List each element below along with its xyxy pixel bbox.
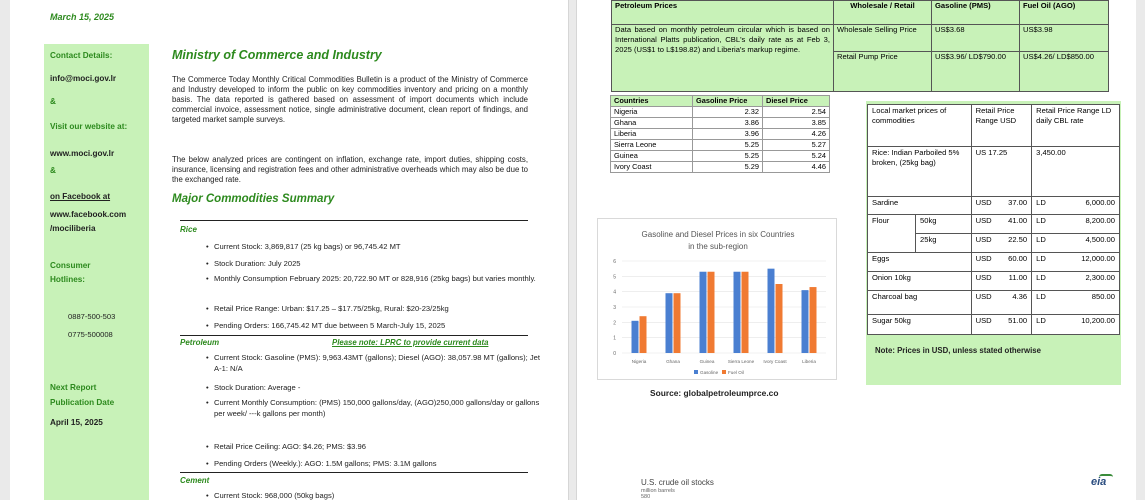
bar-gasoline — [734, 272, 741, 353]
table-cell: LD — [1032, 197, 1054, 215]
table-header: Fuel Oil (AGO) — [1020, 1, 1109, 25]
bulletin-date: March 15, 2025 — [50, 12, 115, 22]
y-tick-label: 3 — [613, 305, 616, 311]
y-tick-label: 1 — [613, 335, 616, 342]
list-item: • Current Monthly Consumption: (PMS) 150,000 gallons/day, (AGO)250,000 gallons/day or gallons per week/ ---k gallons per month) — [206, 398, 540, 418]
table-row — [868, 147, 1120, 197]
table-cell: LD — [1032, 253, 1054, 272]
list-item: • Current Stock: 968,000 (50kg bags) — [206, 491, 335, 500]
table-cell: Nigeria — [611, 107, 693, 118]
table-cell: 3,450.00 — [1032, 147, 1120, 197]
pricing-paragraph: The below analyzed prices are contingent on inflation, exchange rate, import duties, shipping costs, insurance, licensing and registration fees and other administrative overheads which may also be due to the exchanged rate. — [172, 155, 528, 184]
right-page — [576, 0, 1136, 500]
legend-swatch — [722, 370, 726, 374]
petroleum-prices-table — [611, 0, 1109, 92]
table-cell: 4,500.00 — [1054, 234, 1120, 253]
table-cell: 5.25 — [693, 140, 763, 151]
x-tick-label: Sierra Leone — [727, 359, 755, 364]
hotline-label-1: Consumer — [50, 261, 91, 270]
table-cell: US$3.96/ LD$790.00 — [932, 52, 1020, 92]
table-cell: US 17.25 — [971, 147, 1032, 197]
visit-label: Visit our website at: — [50, 122, 128, 131]
petroleum-heading: Petroleum — [180, 338, 220, 347]
bar-fuel-oil — [708, 272, 715, 353]
table-cell: Rice: Indian Parboiled 5% broken, (25kg bag) — [868, 147, 972, 197]
website-link[interactable]: www.moci.gov.lr — [50, 149, 115, 158]
bar-gasoline — [802, 290, 809, 353]
table-row — [868, 215, 1120, 234]
table-cell: Data based on monthly petroleum circular which is based on International Platts publication, CBL's daily rate as at Feb 3, 2025 (US$1 to L$198.82) and Liberia's markup regime. — [612, 25, 834, 92]
table-row — [611, 151, 830, 162]
table-cell: 50kg — [916, 215, 972, 234]
table-cell: USD — [971, 197, 1000, 215]
table-header: Gasoline (PMS) — [932, 1, 1020, 25]
table-header: Countries — [611, 96, 693, 107]
table-cell: USD — [971, 253, 1000, 272]
intro-paragraph: The Commerce Today Monthly Critical Commodities Bulletin is a product of the Ministry of Commerce and Industry developed to inform the public on key commodities inventory and pricing on a monthly basis. The data reported is gathered based on assessment of import documents which include commercial invoice, assessment notice, single administrative document, clean report of findings, and targeted market sample surveys. — [172, 75, 528, 124]
table-row — [868, 291, 1120, 315]
x-tick-label: Guinea — [699, 359, 715, 364]
table-header: Gasoline Price — [693, 96, 763, 107]
table-cell: 41.00 — [1000, 215, 1032, 234]
x-tick-label: Ghana — [666, 359, 680, 364]
y-tick-label: 2 — [613, 320, 616, 327]
table-cell: Flour — [868, 215, 916, 253]
table-cell: USD — [971, 272, 1000, 291]
facebook-url-1[interactable]: www.facebook.com — [50, 210, 127, 219]
bar-fuel-oil — [640, 316, 647, 353]
bar-fuel-oil — [674, 293, 681, 353]
table-row — [868, 197, 1120, 215]
table-cell: US$4.26/ LD$850.00 — [1020, 52, 1109, 92]
list-item: • Current Stock: 3,869,817 (25 kg bags) or 96,745.42 MT — [206, 242, 401, 251]
next-report-date: April 15, 2025 — [50, 418, 103, 427]
divider — [180, 220, 528, 221]
table-header: Wholesale / Retail — [834, 1, 932, 25]
table-cell: USD — [971, 315, 1000, 335]
list-item: • Stock Duration: Average - — [206, 383, 301, 392]
table-row — [611, 118, 830, 129]
bar-gasoline — [700, 272, 707, 353]
country-prices-table — [610, 95, 830, 173]
table-cell: 2,300.00 — [1054, 272, 1120, 291]
table-cell: 5.24 — [763, 151, 830, 162]
y-tick-label: 0 — [613, 351, 616, 357]
contact-email[interactable]: info@moci.gov.lr — [50, 74, 117, 83]
ampersand-1: & — [50, 97, 56, 106]
eia-logo-arc-icon — [1099, 474, 1113, 477]
table-cell: Wholesale Selling Price — [834, 25, 932, 52]
facebook-label: on Facebook at — [50, 192, 111, 201]
bar-gasoline — [666, 293, 673, 353]
contact-label: Contact Details: — [50, 51, 113, 60]
table-cell: 6,000.00 — [1054, 197, 1120, 215]
table-cell: 5.25 — [693, 151, 763, 162]
table-cell: 2.54 — [763, 107, 830, 118]
table-cell: 10,200.00 — [1054, 315, 1120, 335]
chart-title: in the sub-region — [688, 242, 748, 251]
eia-chart-unit: million barrels — [641, 488, 675, 494]
contact-sidebar — [44, 44, 149, 500]
list-item: • Pending Orders (Weekly.): AGO: 1.5M gallons; PMS: 3.1M gallons — [206, 459, 437, 468]
list-item: • Pending Orders: 166,745.42 MT due between 5 March-July 15, 2025 — [206, 321, 446, 330]
table-cell: Charcoal bag — [868, 291, 972, 315]
price-chart — [597, 218, 837, 380]
table-row — [611, 162, 830, 173]
table-cell: Retail Pump Price — [834, 52, 932, 92]
table-cell: LD — [1032, 315, 1054, 335]
table-cell: LD — [1032, 215, 1054, 234]
table-cell: 60.00 — [1000, 253, 1032, 272]
left-page — [10, 0, 569, 500]
hotline-phone-2: 0775-500008 — [68, 330, 113, 339]
table-cell: LD — [1032, 272, 1054, 291]
table-row — [868, 253, 1120, 272]
bar-fuel-oil — [776, 284, 783, 353]
table-cell: 37.00 — [1000, 197, 1032, 215]
y-tick-label: 4 — [613, 289, 616, 296]
cement-heading: Cement — [180, 476, 210, 485]
table-cell: 11.00 — [1000, 272, 1032, 291]
legend-label: Gasoline — [700, 370, 719, 375]
ministry-title: Ministry of Commerce and Industry — [172, 48, 382, 62]
bar-gasoline — [632, 321, 639, 353]
bar-fuel-oil — [742, 272, 749, 353]
market-note: Note: Prices in USD, unless stated otherwise — [875, 346, 1041, 355]
hotline-label-2: Hotlines: — [50, 275, 86, 284]
table-cell: Sierra Leone — [611, 140, 693, 151]
x-tick-label: Nigeria — [631, 359, 647, 364]
list-item: • Retail Price Ceiling: AGO: $4.26; PMS: $3.96 — [206, 442, 366, 451]
table-cell: Sardine — [868, 197, 972, 215]
table-header: Retail Price Range LD daily CBL rate — [1032, 105, 1120, 147]
table-header: Diesel Price — [763, 96, 830, 107]
legend-label: Fuel Oil — [728, 370, 744, 375]
table-cell: US$3.98 — [1020, 25, 1109, 52]
table-cell: 2.32 — [693, 107, 763, 118]
ampersand-2: & — [50, 166, 56, 175]
table-cell: USD — [971, 215, 1000, 234]
eia-chart-axis-top: 580 — [641, 494, 651, 500]
table-header: Petroleum Prices — [612, 1, 834, 25]
table-cell: Ivory Coast — [611, 162, 693, 173]
table-cell: 4.46 — [763, 162, 830, 173]
facebook-url-2[interactable]: /mociliberia — [50, 224, 96, 233]
list-item: • Stock Duration: July 2025 — [206, 259, 301, 268]
x-tick-label: Liberia — [802, 359, 816, 364]
hotline-phone-1: 0887-500-503 — [68, 312, 116, 321]
table-cell: Guinea — [611, 151, 693, 162]
table-cell: USD — [971, 291, 1000, 315]
legend-swatch — [694, 370, 698, 374]
summary-title: Major Commodities Summary — [172, 193, 335, 205]
table-cell: 4.36 — [1000, 291, 1032, 315]
table-row — [611, 140, 830, 151]
chart-source: Source: globalpetroleumprce.co — [650, 388, 779, 398]
table-cell: 3.85 — [763, 118, 830, 129]
eia-chart-title: U.S. crude oil stocks — [641, 478, 714, 487]
x-tick-label: Ivory Coast — [763, 359, 787, 364]
table-cell: 22.50 — [1000, 234, 1032, 253]
list-item: • Monthly Consumption February 2025: 20,722.90 MT or 828,916 (25kg bags) but varies monthly. — [206, 274, 536, 283]
table-cell: 51.00 — [1000, 315, 1032, 335]
list-item: • Retail Price Range: Urban: $17.25 – $17.75/25kg, Rural: $20-23/25kg — [206, 304, 449, 313]
table-cell: US$3.68 — [932, 25, 1020, 52]
petroleum-note: Please note: LPRC to provide current data — [332, 338, 489, 347]
list-item: • Current Stock: Gasoline (PMS): 9,963.43MT (gallons); Diesel (AGO): 38,057.98 MT (gallons); Jet A-1: N/A — [206, 353, 540, 373]
next-report-label-1: Next Report — [50, 383, 97, 392]
table-cell: 5.27 — [763, 140, 830, 151]
table-cell: 5.29 — [693, 162, 763, 173]
chart-title: Gasoline and Diesel Prices in six Countries — [641, 230, 795, 239]
bar-gasoline — [768, 269, 775, 353]
table-cell: 3.96 — [693, 129, 763, 140]
table-cell: Sugar 50kg — [868, 315, 972, 335]
table-cell: LD — [1032, 234, 1054, 253]
divider — [180, 472, 528, 473]
local-market-table — [867, 104, 1120, 335]
table-cell: 12,000.00 — [1054, 253, 1120, 272]
table-cell: 4.26 — [763, 129, 830, 140]
table-cell: Liberia — [611, 129, 693, 140]
rice-heading: Rice — [180, 225, 197, 234]
table-cell: Eggs — [868, 253, 972, 272]
table-cell: USD — [971, 234, 1000, 253]
table-cell: 850.00 — [1054, 291, 1120, 315]
y-tick-label: 6 — [613, 259, 616, 265]
eia-logo: eia — [1091, 476, 1107, 488]
y-tick-label: 5 — [613, 274, 616, 281]
table-header: Retail Price Range USD — [971, 105, 1032, 147]
table-cell: 25kg — [916, 234, 972, 253]
table-row — [868, 272, 1120, 291]
bar-fuel-oil — [810, 287, 817, 353]
next-report-label-2: Publication Date — [50, 398, 115, 407]
table-row — [611, 107, 830, 118]
table-cell: LD — [1032, 291, 1054, 315]
divider — [180, 335, 528, 336]
bar-chart-svg — [598, 219, 838, 381]
table-cell: 8,200.00 — [1054, 215, 1120, 234]
table-cell: 3.86 — [693, 118, 763, 129]
table-row — [868, 315, 1120, 335]
table-cell: Ghana — [611, 118, 693, 129]
table-header: Local market prices of commodities — [868, 105, 972, 147]
table-cell: Onion 10kg — [868, 272, 972, 291]
table-row — [611, 129, 830, 140]
